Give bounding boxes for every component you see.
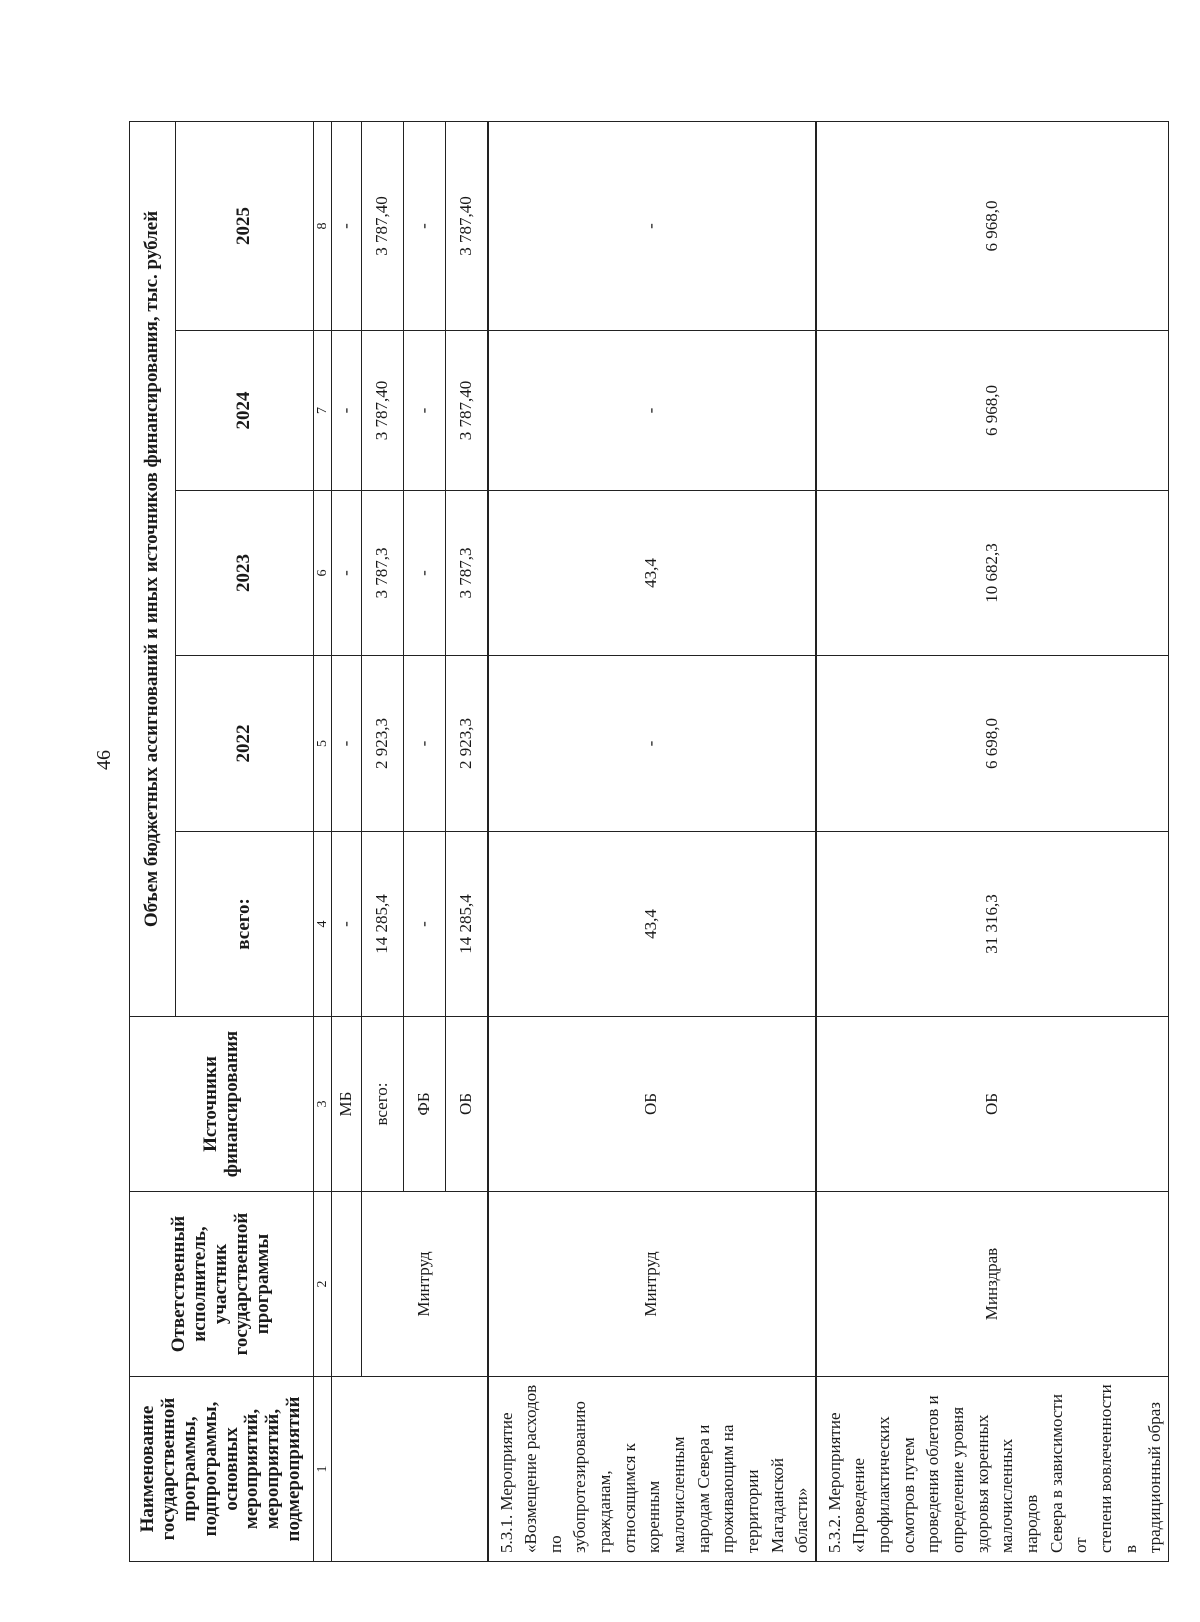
value-cell: 14 285,4	[446, 832, 488, 1017]
source-cell: всего:	[362, 1017, 404, 1192]
value-cell: 2 923,3	[446, 656, 488, 832]
value-cell: -	[404, 491, 446, 656]
table-row	[332, 121, 362, 1561]
table-row	[816, 121, 1168, 1561]
header-row	[130, 121, 176, 1561]
index-cell: 4	[314, 832, 332, 1017]
value-cell: 3 787,40	[446, 121, 488, 330]
value-cell: -	[404, 656, 446, 832]
index-row	[314, 121, 332, 1561]
value-cell: 6 698,0	[816, 656, 1168, 832]
value-cell: -	[404, 121, 446, 330]
item-name-cell: 5.3.2. Мероприятие «Проведение профилактических осмотров путем проведения облетов и определение уровня здоровья коренных малочисленных народов Севера в зависимости от степени вовлеченности в традиционный образ	[816, 1377, 1168, 1562]
value-cell: 3 787,40	[362, 121, 404, 330]
value-cell: -	[332, 832, 362, 1017]
page-number: 46	[93, 750, 115, 770]
index-cell: 8	[314, 121, 332, 330]
value-cell: -	[332, 491, 362, 656]
index-cell: 6	[314, 491, 332, 656]
value-cell: -	[488, 121, 816, 330]
index-cell: 1	[314, 1377, 332, 1562]
value-cell: 6 968,0	[816, 331, 1168, 491]
value-cell: 43,4	[488, 491, 816, 656]
index-cell: 3	[314, 1017, 332, 1192]
value-cell: 6 968,0	[816, 121, 1168, 330]
header-financing-group: Объем бюджетных ассигнований и иных источников финансирования, тыс. рублей	[130, 121, 176, 1016]
value-cell: -	[332, 331, 362, 491]
item-name-cell: 5.3.1. Мероприятие «Возмещение расходов по зубопротезированию гражданам, относящимся к коренным малочисленным народам Севера и проживающим на территории Магаданской области»	[488, 1377, 816, 1562]
value-cell: 10 682,3	[816, 491, 1168, 656]
value-cell: -	[488, 331, 816, 491]
value-cell: -	[404, 331, 446, 491]
index-cell: 2	[314, 1192, 332, 1377]
index-cell: 7	[314, 331, 332, 491]
header-year-2024: 2024	[176, 331, 314, 491]
header-item-name: Наименование государственной программы, подпрограммы, основных мероприятий, мероприятий, подмероприятий	[130, 1377, 314, 1562]
value-cell: 3 787,3	[446, 491, 488, 656]
index-cell: 5	[314, 656, 332, 832]
item-cell-empty	[332, 1377, 488, 1562]
executor-cell: Минтруд	[362, 1192, 488, 1377]
executor-cell-empty	[332, 1192, 362, 1377]
value-cell: 2 923,3	[362, 656, 404, 832]
value-cell: -	[488, 656, 816, 832]
source-cell: МБ	[332, 1017, 362, 1192]
header-year-2022: 2022	[176, 656, 314, 832]
source-cell: ОБ	[488, 1017, 816, 1192]
source-cell: ОБ	[816, 1017, 1168, 1192]
header-year-2025: 2025	[176, 121, 314, 330]
table-row	[362, 121, 404, 1561]
rotated-page	[93, 122, 1165, 1562]
header-year-2023: 2023	[176, 491, 314, 656]
source-cell: ФБ	[404, 1017, 446, 1192]
value-cell: -	[332, 121, 362, 330]
value-cell: -	[404, 832, 446, 1017]
financing-table	[129, 121, 1169, 1562]
value-cell: 31 316,3	[816, 832, 1168, 1017]
header-executor: Ответственный исполнитель, участник государственной программы	[130, 1192, 314, 1377]
source-cell: ОБ	[446, 1017, 488, 1192]
header-year-total: всего:	[176, 832, 314, 1017]
table-row	[488, 121, 816, 1561]
value-cell: 3 787,40	[362, 331, 404, 491]
executor-cell: Минздрав	[816, 1192, 1168, 1377]
value-cell: 3 787,40	[446, 331, 488, 491]
value-cell: 43,4	[488, 832, 816, 1017]
value-cell: 14 285,4	[362, 832, 404, 1017]
value-cell: 3 787,3	[362, 491, 404, 656]
header-source: Источники финансирования	[130, 1017, 314, 1192]
executor-cell: Минтруд	[488, 1192, 816, 1377]
value-cell: -	[332, 656, 362, 832]
